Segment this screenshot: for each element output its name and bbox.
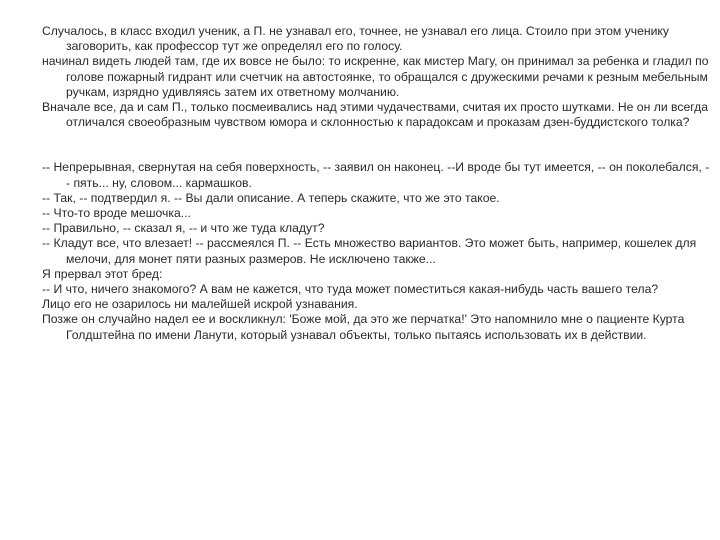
dialogue-line-description: -- Так, -- подтвердил я. -- Вы дали описание. А теперь скажите, что же это такое. [42, 190, 500, 205]
dialogue-line-pouch: -- Что-то вроде мешочка... [42, 206, 191, 221]
paragraph-gap [42, 130, 710, 160]
dialogue-line-body-part: -- И что, ничего знакомого? А вам не кажется, что туда может поместиться какая-нибудь часть вашего тела? [42, 282, 659, 297]
paragraph-seeing-people: начинал видеть людей там, где их вовсе не было: то искренне, как мистер Магу, он принимал за ребенка и гладил по голове пожарный гидрант или счетчик на автостоянке, то обращался с дружескими речами к резным мебельным ручкам, изрядно удивляясь затем их ответному молчанию. [42, 54, 709, 99]
dialogue-line-purse: -- Кладут все, что влезает! -- рассмеялся П. -- Есть множество вариантов. Это может быть, например, кошелек для мелочи, для монет пяти разных размеров. Не исключено также... [42, 236, 697, 266]
narration-interrupt: Я прервал этот бред: [42, 266, 163, 281]
paragraph-jokes: Вначале все, да и сам П., только посмеивались над этими чудачествами, считая их просто шутками. Не он ли всегда отличался своеобразным чувством юмора и склонностью к парадоксам и проказам дзен-буддистского толка? [42, 100, 709, 130]
dialogue-line-surface: -- Непрерывная, свернутая на себя поверхность, -- заявил он наконец. --И вроде бы тут имеется, -- он поколебался, -- пять... ну, словом... кармашков. [42, 160, 710, 190]
narration-no-recognition: Лицо его не озарилось ни малейшей искрой узнавания. [42, 297, 358, 312]
dialogue-line-correct: -- Правильно, -- сказал я, -- и что же туда кладут? [42, 221, 325, 236]
paragraph-class-student: Случалось, в класс входил ученик, а П. не узнавал его, точнее, не узнавал его лица. Стоило при этом ученику заговорить, как профессор тут же определял его по голосу. [42, 24, 669, 54]
document-text [42, 24, 710, 343]
narration-glove: Позже он случайно надел ее и воскликнул: 'Боже мой, да это же перчатка!' Это напомнило мне о пациенте Курта Голдштейна по имени Ланути, который узнавал объекты, только пытаясь использовать их в действии. [42, 312, 685, 342]
